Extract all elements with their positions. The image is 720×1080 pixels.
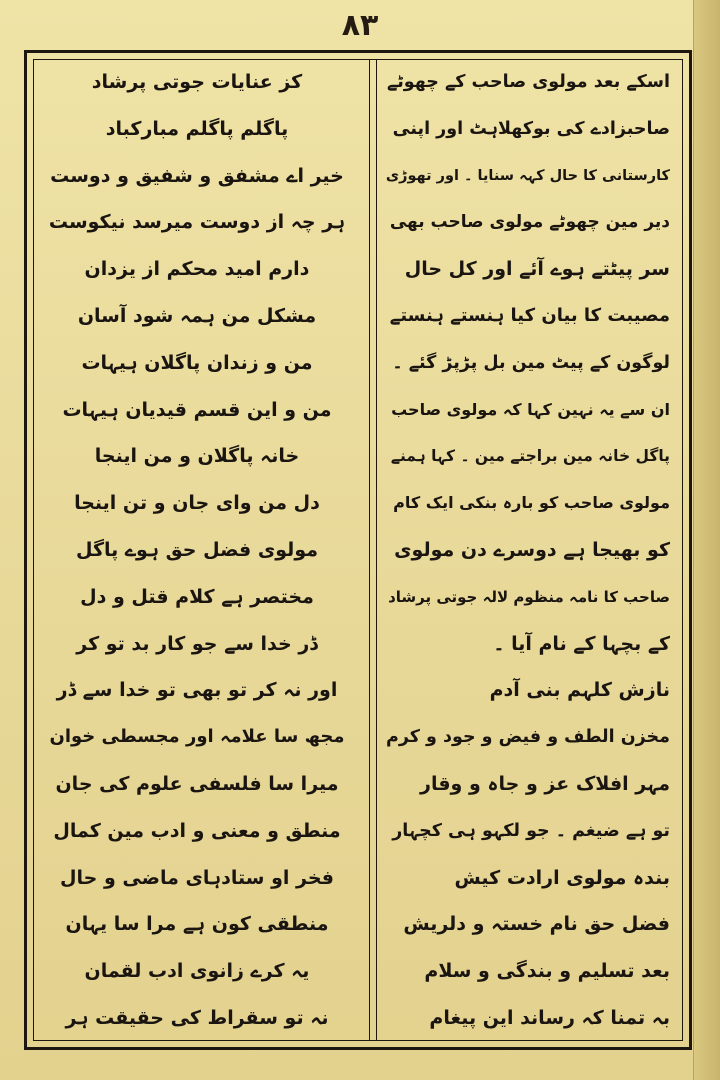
verse-line: میرا سا فلسفی علوم کی جان (55, 772, 339, 795)
verse-line: ہر چہ از دوست میرسد نیکوست (48, 211, 346, 234)
text-line: مصیبت کا بیان کیا ہنستے ہنستے (389, 304, 670, 326)
verse-line: پاگلم پاگلم مبارکباد (105, 117, 289, 140)
text-line: کے بچہا کے نام آیا ۔ (493, 632, 670, 655)
verse-line: دارم امید محکم از یزدان (84, 258, 310, 281)
text-line: بندہ مولوی ارادت کیش (454, 866, 670, 889)
verse-line: مختصر ہے کلام قتل و دل (80, 585, 314, 608)
text-line: نازش کلہم بنی آدم (489, 679, 670, 702)
verse-line: دل من وای جان و تن اینجا (74, 492, 320, 515)
verse-line: ڈر خدا سے جو کار بد تو کر (76, 632, 318, 655)
text-line: اسکے بعد مولوی صاحب کے چھوٹے (386, 72, 670, 92)
text-line: فضل حق نام خستہ و دلریش (403, 913, 670, 936)
verse-line: خانہ پاگلان و من اینجا (94, 445, 300, 468)
verse-line: مجھ سا علامہ اور مجسطی خوان (49, 726, 345, 748)
text-line: مہر افلاک عز و جاہ و وقار (420, 772, 670, 795)
verse-line: مولوی فضل حق ہوے پاگل (76, 538, 318, 561)
text-line: کارستانی کا حال کہہ سنایا ۔ اور تھوڑی (386, 167, 670, 184)
text-line: پاگل خانہ مین براجتے مین ۔ کہا ہمنے (390, 447, 670, 466)
verse-line: مشکل من ہمہ شود آسان (77, 304, 317, 327)
right-text-column (382, 70, 678, 1030)
text-line: دیر مین چھوٹے مولوی صاحب بھی (389, 212, 670, 233)
verse-line: اور نہ کر تو بھی تو خدا سے ڈر (56, 679, 338, 702)
page-number: ۸۳ (341, 8, 379, 43)
verse-line: من و زندان پاگلان ہیہات (81, 351, 313, 374)
text-line: صاحبزادے کی بوکھلاہٹ اور اپنی (392, 118, 670, 139)
verse-line: نہ تو سقراط کی حقیقت ہر (65, 1006, 329, 1029)
text-line: مخزن الطف و فیض و جود و کرم (386, 727, 670, 748)
adjacent-page-edge (693, 0, 720, 1080)
verse-line: منطقی کون ہے مرا سا یہان (65, 913, 329, 936)
text-line: صاحب کا نامہ منظوم لالہ جوتی پرشاد (388, 587, 670, 606)
verse-line: منطق و معنی و ادب مین کمال (53, 819, 341, 842)
left-verse-column (40, 70, 364, 1030)
verse-line: خیر اے مشفق و شفیق و دوست (50, 164, 344, 187)
text-line: سر پیٹتے ہوے آئے اور کل حال (404, 258, 670, 281)
verse-line: یہ کرے زانوی ادب لقمان (84, 960, 310, 983)
verse-line: کز عنایات جوتی پرشاد (91, 71, 303, 93)
text-line: لوگون کے پیٹ مین بل پڑپڑ گئے ۔ (392, 352, 670, 373)
column-divider (369, 59, 377, 1041)
text-line: کو بھیجا ہے دوسرے دن مولوی (394, 538, 670, 561)
text-line: بعد تسلیم و بندگی و سلام (424, 960, 670, 983)
text-line: ان سے یہ نہین کہا کہ مولوی صاحب (391, 399, 670, 419)
text-line: بہ تمنا کہ رساند این پیغام (429, 1006, 670, 1029)
text-line: تو ہے ضیغم ۔ جو لکہو ہی کچہار (392, 820, 670, 841)
verse-line: فخر او ستادہای ماضی و حال (60, 866, 334, 889)
verse-line: من و این قسم قیدیان ہیہات (62, 398, 332, 421)
text-line: مولوی صاحب کو بارہ بنکی ایک کام (393, 493, 670, 513)
